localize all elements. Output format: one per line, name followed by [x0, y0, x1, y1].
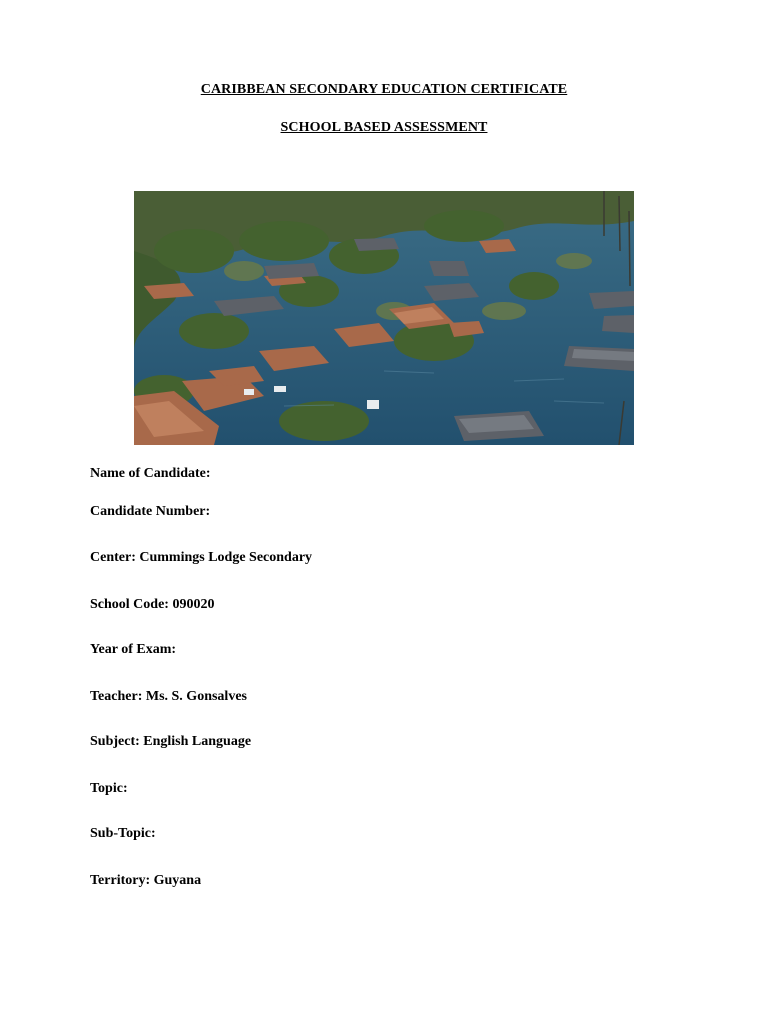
topic-field: Topic: — [90, 781, 128, 796]
subject-field: Subject: English Language — [90, 734, 252, 749]
candidate-number-field: Candidate Number: — [90, 504, 211, 519]
sub-topic-field: Sub-Topic: — [90, 826, 156, 841]
school-code-field: School Code: 090020 — [90, 597, 215, 612]
year-of-exam-field: Year of Exam: — [90, 642, 177, 657]
teacher-field: Teacher: Ms. S. Gonsalves — [90, 689, 247, 704]
document-title: CARIBBEAN SECONDARY EDUCATION CERTIFICATE — [200, 82, 568, 97]
document-subtitle: SCHOOL BASED ASSESSMENT — [280, 120, 488, 135]
territory-field: Territory: Guyana — [90, 873, 202, 888]
name-of-candidate-field: Name of Candidate: — [90, 466, 211, 481]
flooded-neighbourhood-image — [134, 191, 634, 445]
center-field: Center: Cummings Lodge Secondary — [90, 550, 313, 565]
cover-photo — [134, 191, 634, 445]
